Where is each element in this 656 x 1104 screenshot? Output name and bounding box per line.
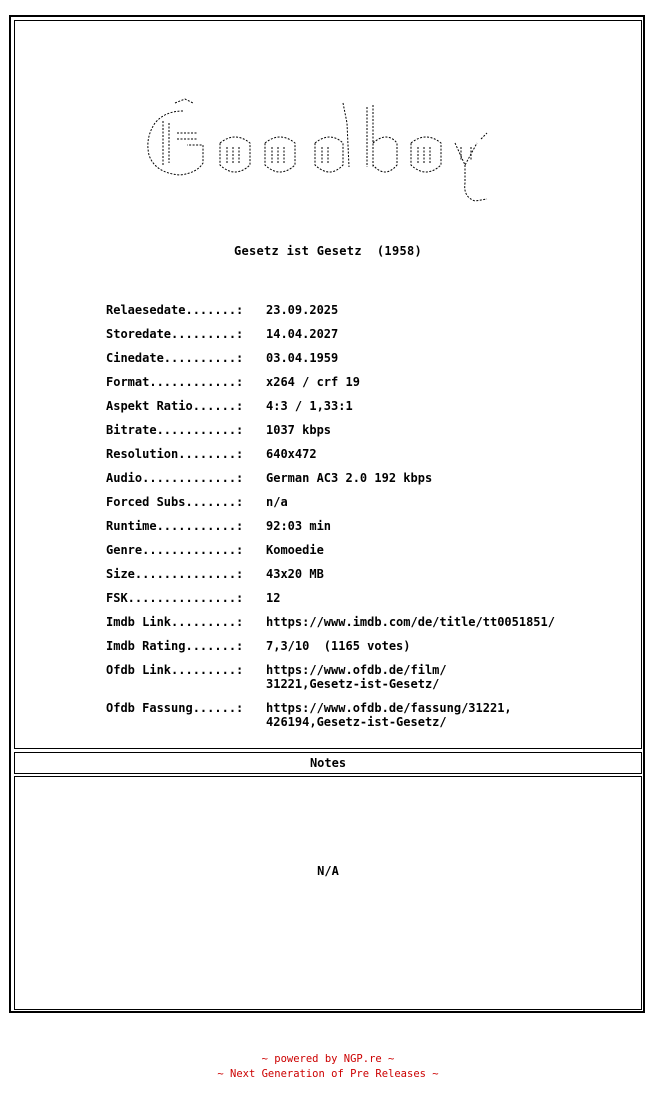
info-row	[106, 663, 555, 691]
info-value: 7,3/10 (1165 votes)	[266, 639, 411, 653]
info-value: 1037 kbps	[266, 423, 332, 437]
info-value: Komoedie	[266, 543, 324, 557]
info-row	[106, 303, 555, 317]
info-value: 92:03 min	[266, 519, 332, 533]
info-value: n/a	[266, 495, 288, 509]
info-value: 4:3 / 1,33:1	[266, 399, 353, 413]
info-row	[106, 447, 555, 461]
info-key: Size..............:	[106, 567, 244, 581]
info-key: Runtime...........:	[106, 519, 244, 533]
info-key: Bitrate...........:	[106, 423, 244, 437]
info-key: Imdb Link.........:	[106, 615, 244, 629]
info-key: Resolution........:	[106, 447, 244, 461]
info-row	[106, 567, 555, 581]
info-row	[106, 591, 555, 605]
info-row	[106, 519, 555, 533]
info-row	[106, 495, 555, 509]
goodboy-logo	[135, 93, 525, 213]
info-key: Ofdb Fassung......:	[106, 701, 244, 715]
info-row	[106, 701, 555, 729]
nfo-frame	[9, 15, 645, 1013]
info-key: Storedate.........:	[106, 327, 244, 341]
info-row	[106, 327, 555, 341]
info-row	[106, 471, 555, 485]
release-title: Gesetz ist Gesetz (1958)	[233, 244, 423, 258]
info-value: 12	[266, 591, 281, 605]
notes-header	[14, 752, 642, 774]
info-row	[106, 399, 555, 413]
info-value: x264 / crf 19	[266, 375, 360, 389]
info-row	[106, 375, 555, 389]
info-value: 03.04.1959	[266, 351, 339, 365]
footer-line-2: ~ Next Generation of Pre Releases ~	[217, 1068, 439, 1080]
info-key: Format............:	[106, 375, 244, 389]
release-info-list	[106, 303, 555, 739]
info-row	[106, 423, 555, 437]
info-value: 23.09.2025	[266, 303, 339, 317]
footer-line-1: ~ powered by NGP.re ~	[261, 1053, 395, 1065]
notes-title: Notes	[309, 756, 347, 770]
info-value: https://www.imdb.com/de/title/tt0051851/	[266, 615, 555, 629]
info-row	[106, 543, 555, 557]
footer	[0, 1052, 656, 1082]
info-value: 14.04.2027	[266, 327, 339, 341]
info-panel	[14, 20, 642, 749]
info-key: Audio.............:	[106, 471, 244, 485]
notes-panel	[14, 776, 642, 1010]
info-key: Genre.............:	[106, 543, 244, 557]
info-row	[106, 639, 555, 653]
info-value: https://www.ofdb.de/fassung/31221, 426194,Gesetz-ist-Gesetz/	[266, 701, 512, 729]
info-key: FSK...............:	[106, 591, 244, 605]
info-key: Imdb Rating.......:	[106, 639, 244, 653]
info-row	[106, 351, 555, 365]
info-value: German AC3 2.0 192 kbps	[266, 471, 433, 485]
info-key: Forced Subs.......:	[106, 495, 244, 509]
info-row	[106, 615, 555, 629]
info-value: 43x20 MB	[266, 567, 324, 581]
info-value: 640x472	[266, 447, 317, 461]
info-key: Relaesedate.......:	[106, 303, 244, 317]
info-key: Ofdb Link.........:	[106, 663, 244, 677]
info-key: Aspekt Ratio......:	[106, 399, 244, 413]
info-value: https://www.ofdb.de/film/ 31221,Gesetz-ist-Gesetz/	[266, 663, 447, 691]
notes-text: N/A	[317, 864, 339, 878]
info-key: Cinedate..........:	[106, 351, 244, 365]
